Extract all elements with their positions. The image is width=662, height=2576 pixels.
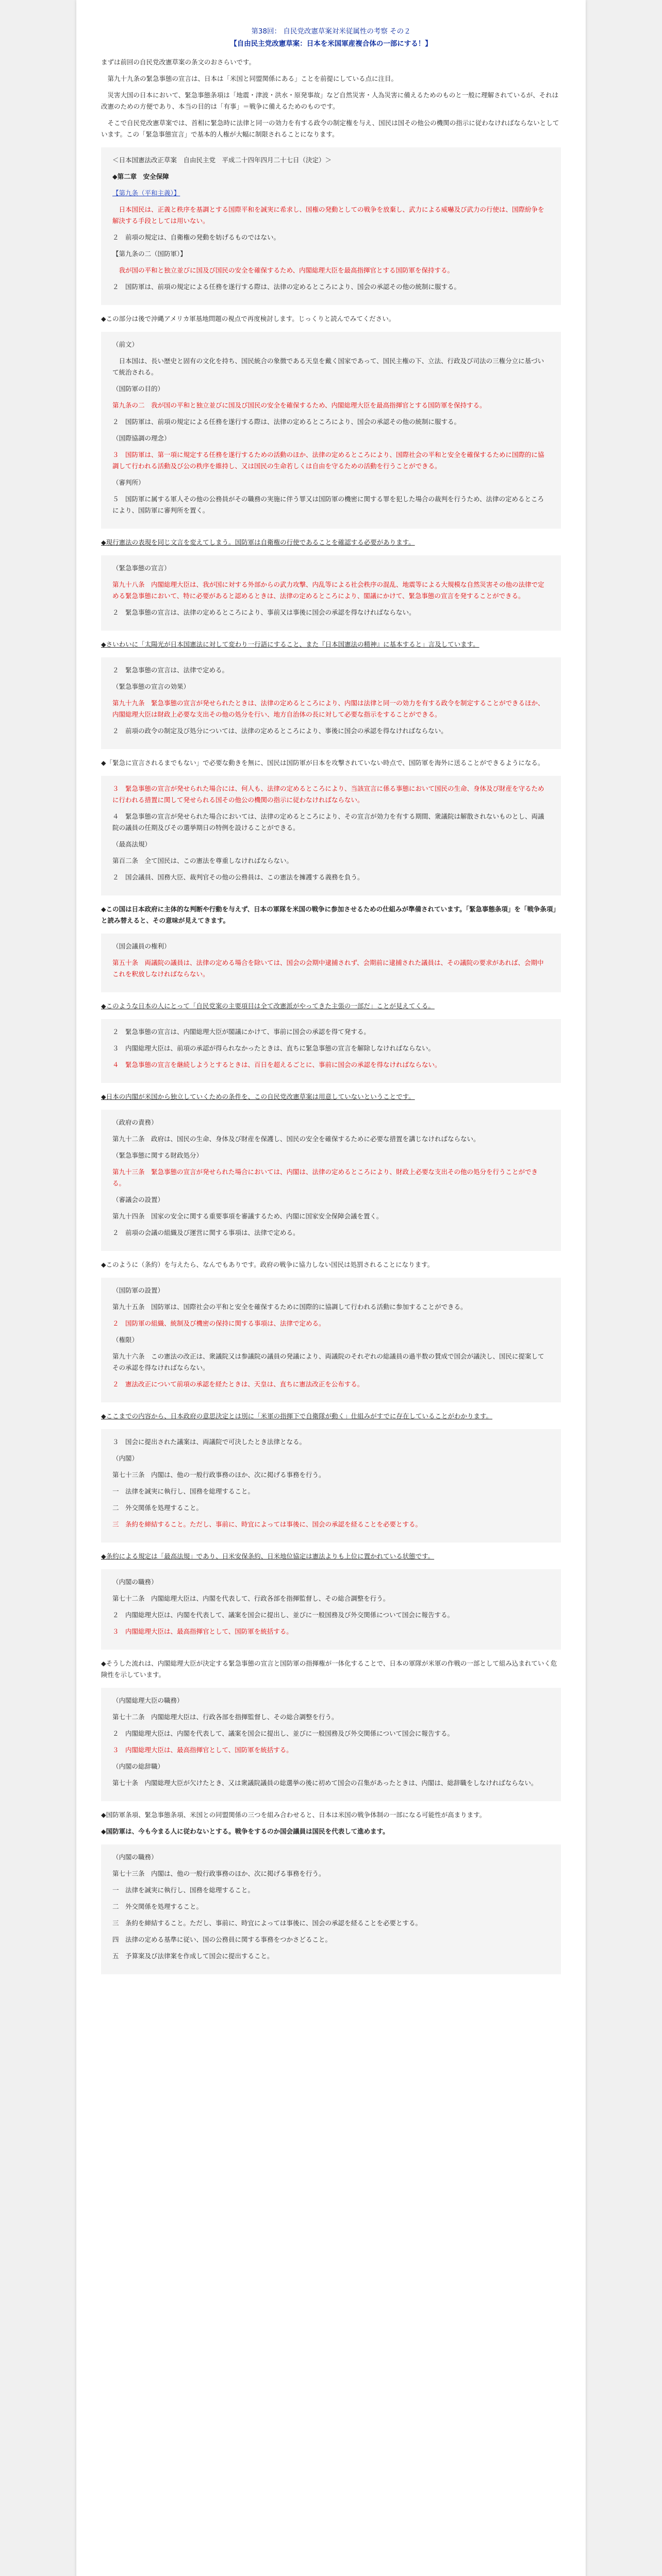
quote-line: （内閣総理大臣の職務） (112, 1697, 184, 1704)
quote-line: ５ 国防軍に属する軍人その他の公務員がその職務の実施に伴う罪又は国防軍の機密に関する罪を犯した場合の裁判を行うため、法律の定めるところにより、国防軍に審判所を置く。 (112, 495, 544, 514)
quote-box (101, 1019, 561, 1083)
quote-line: （国防軍の目的） (112, 385, 164, 393)
quote-line: ２ 緊急事態の宣言は、法律で定める。 (112, 666, 229, 674)
quote-line: 第九条の二 我が国の平和と独立並びに国及び国民の安全を確保するため、内閣総理大臣を最高指揮官とする国防軍を保持する。 (112, 401, 486, 409)
quote-box (101, 1688, 561, 1801)
quote-box (101, 332, 561, 529)
section-heading: ◆国防軍は、今も今まる人に従わないとする。戦争をするのか国会議員は国民を代表して進めます。 (101, 1827, 389, 1835)
quote-line: ２ 内閣総理大臣は、内閣を代表して、議案を国会に提出し、並びに一般国務及び外交関係について国会に報告する。 (112, 1611, 454, 1619)
commentary-paragraph: ◆この部分は後で沖縄アメリカ軍基地問題の視点で再度検討します。じっくりと読んでみてください。 (101, 315, 395, 323)
quote-line: 四 法律の定める基準に従い、国の公務員に関する事務をつかさどること。 (112, 1936, 332, 1943)
quote-line: 第九十九条 緊急事態の宣言が発せられたときは、法律の定めるところにより、内閣は法律と同一の効力を有する政令を制定することができるほか、内閣総理大臣は財政上必要な支出その他の処分を行い、地方自治体の長に対して必要な指示をすることができる。 (112, 699, 544, 718)
quote-line: ２ 憲法改正について前項の承認を経たときは、天皇は、直ちに憲法改正を公布する。 (112, 1380, 364, 1388)
quote-line: ２ 国会議員、国務大臣、裁判官その他の公務員は、この憲法を擁護する義務を負う。 (112, 873, 364, 881)
commentary-paragraph: ◆「緊急に宣言されるまでもない」で必要な動きを無に、国民は国防軍が日本を攻撃されていない時点で、国防軍を海外に送ることができるようになる。 (101, 759, 544, 767)
quote-line: 第九十二条 政府は、国民の生命、身体及び財産を保護し、国民の安全を確保するために必要な措置を講じなければならない。 (112, 1135, 480, 1143)
quote-line: ３ 内閣総理大臣は、最高指揮官として、国防軍を統括する。 (112, 1628, 293, 1635)
quote-line: （緊急事態に関する財政処分） (112, 1151, 203, 1159)
intro-paragraph: そこで自民党改憲草案では、首相に緊急時に法律と同一の効力を有する政令の制定権を与え、国民は国その他公の機関の指示に従わなければならないとしています。この「緊急事態宣言」で基本的人権が大幅に制限されることになります。 (101, 119, 559, 138)
quote-line: （緊急事態の宣言の効果） (112, 683, 190, 690)
quote-line: （内閣の職務） (112, 1578, 158, 1586)
quote-box (101, 1110, 561, 1251)
quote-line: 第九十六条 この憲法の改正は、衆議院又は参議院の議員の発議により、両議院のそれぞれの総議員の過半数の賛成で国会が議決し、国民に提案してその承認を得なければならない。 (112, 1352, 544, 1371)
quote-line: （国際協調の理念） (112, 434, 171, 442)
quote-line: ３ 緊急事態の宣言が発せられた場合には、何人も、法律の定めるところにより、当該宣言に係る事態において国民の生命、身体及び財産を守るために行われる措置に関して発せられる国その他公の機関の指示に従わなければならない。 (112, 785, 544, 804)
quote-line: （権限） (112, 1336, 139, 1344)
quote-line: （国会議員の権利） (112, 942, 171, 950)
quote-line: ◆第二章 安全保障 (112, 173, 169, 180)
quote-line: 第七十条 内閣総理大臣が欠けたとき、又は衆議院議員の総選挙の後に初めて国会の召集があったときは、内閣は、総辞職をしなければならない。 (112, 1779, 538, 1787)
quote-line: 第百二条 全て国民は、この憲法を尊重しなければならない。 (112, 857, 293, 865)
commentary-paragraph: ◆ここまでの内容から、日本政府の意思決定とは別に「米軍の指揮下で自衛隊が動く」仕組みがすでに存在していることがわかります。 (101, 1412, 492, 1420)
quote-box (101, 657, 561, 749)
quote-line: （政府の責務） (112, 1118, 158, 1126)
quote-line: ３ 国防軍は、第一項に規定する任務を遂行するための活動のほか、法律の定めるところにより、国際社会の平和と安全を確保するために国際的に協調して行われる活動及び公の秩序を維持し、又は国民の生命若しくは自由を守るための活動を行うことができる。 (112, 451, 544, 470)
quote-link[interactable]: 【第九条（平和主義）】 (112, 189, 180, 197)
quote-line: ２ 緊急事態の宣言は、内閣総理大臣が閣議にかけて、事前に国会の承認を得て発する。 (112, 1028, 370, 1036)
quote-line: 第九十八条 内閣総理大臣は、我が国に対する外部からの武力攻撃、内乱等による社会秩序の混乱、地震等による大規模な自然災害その他の法律で定める緊急事態において、特に必要があると認めるときは、法律の定めるところにより、閣議にかけて、緊急事態の宣言を発することができる。 (112, 581, 544, 600)
quote-line: ４ 緊急事態の宣言を継続しようとするときは、百日を超えるごとに、事前に国会の承認を得なければならない。 (112, 1061, 441, 1069)
commentary-paragraph: ◆現行憲法の表現を同じ文言を変えてしまう。国防軍は自衛権の行使であることを確認する必要があります。 (101, 538, 415, 546)
quote-line: ２ 前項の会議の組織及び運営に関する事項は、法律で定める。 (112, 1229, 300, 1236)
intro-section (101, 57, 561, 140)
quote-line: 二 外交関係を処理すること。 (112, 1903, 203, 1910)
document-page (76, 0, 586, 2576)
quote-line: 日本国は、長い歴史と固有の文化を持ち、国民統合の象徴である天皇を戴く国家であって、国民主権の下、立法、行政及び司法の三権分立に基づいて統治される。 (112, 357, 544, 376)
quote-box (101, 555, 561, 631)
page-title: 第38回： 自民党改憲草案対米従属性の考察 その２ (251, 27, 411, 36)
quote-line: 第九十三条 緊急事態の宣言が発せられた場合においては、内閣は、法律の定めるところにより、財政上必要な支出その他の処分を行うことができる。 (112, 1168, 538, 1187)
quote-line: 三 条約を締結すること。ただし、事前に、時宜によっては事後に、国会の承認を経ることを必要とする。 (112, 1919, 422, 1927)
page-subtitle: 【自由民主党改憲草案：日本を米国軍産複合体の一部にする！】 (230, 40, 432, 48)
commentary-paragraph: ◆このように（条約）を与えたら、なんでもありです。政府の戦争に協力しない国民は処罰されることになります。 (101, 1261, 434, 1268)
quote-line: ２ 国防軍は、前項の規定による任務を遂行する際は、法律の定めるところにより、国会の承認その他の統制に服する。 (112, 283, 461, 291)
quote-line: ２ 国防軍の組織、統制及び機密の保持に関する事項は、法律で定める。 (112, 1319, 325, 1327)
commentary-paragraph: ◆そうした流れは、内閣総理大臣が決定する緊急事態の宣言と国防軍の指揮権が一体化することで、日本の軍隊が米軍の作戦の一部として組み込まれていく危険性を示しています。 (101, 1659, 557, 1679)
quote-line: ３ 国会に提出された議案は、両議院で可決したとき法律となる。 (112, 1438, 306, 1446)
quote-line: 我が国の平和と独立並びに国及び国民の安全を確保するため、内閣総理大臣を最高指揮官とする国防軍を保持する。 (112, 266, 454, 274)
commentary-paragraph: ◆日本の内閣が米国から独立していくための条件を、この自民党改憲草案は用意していないということです。 (101, 1093, 415, 1100)
quote-line: 一 法律を誠実に執行し、国務を総理すること。 (112, 1886, 255, 1894)
quote-line: （緊急事態の宣言） (112, 564, 171, 572)
quote-line: ２ 前項の政令の制定及び処分については、法律の定めるところにより、事後に国会の承認を得なければならない。 (112, 727, 448, 735)
quote-line: ３ 内閣総理大臣は、前項の承認が得られなかったときは、直ちに緊急事態の宣言を解除しなければならない。 (112, 1044, 435, 1052)
quote-box (101, 1429, 561, 1543)
quote-box (101, 1569, 561, 1650)
quote-line: 一 法律を誠実に執行し、国務を総理すること。 (112, 1487, 255, 1495)
quote-box (101, 934, 561, 992)
quote-line: 第九十五条 国防軍は、国際社会の平和と安全を確保するために国際的に協調して行われる活動に参加することができる。 (112, 1303, 467, 1311)
quote-line: 五 予算案及び法律案を作成して国会に提出すること。 (112, 1952, 274, 1960)
quote-box (101, 776, 561, 895)
quote-line: 【第九条の二（国防軍）】 (112, 250, 187, 258)
quote-line: ３ 内閣総理大臣は、最高指揮官として、国防軍を統括する。 (112, 1746, 293, 1754)
intro-paragraph: まずは前回の自民党改憲草案の条文のおさらいです。 (101, 58, 256, 66)
quote-box (101, 147, 561, 305)
quote-line: （内閣の総辞職） (112, 1762, 164, 1770)
quote-line: （内閣の職務） (112, 1853, 158, 1861)
document-body (76, 0, 586, 1974)
quote-line: ２ 前項の規定は、自衛権の発動を妨げるものではない。 (112, 233, 280, 241)
quote-line: ２ 国防軍は、前項の規定による任務を遂行する際は、法律の定めるところにより、国会の承認その他の統制に服する。 (112, 418, 461, 426)
commentary-paragraph: ◆さいわいに「太陽光が日本国憲法に対して変わり一行語にすること、また『日本国憲法の精神』に基本すると」言及しています。 (101, 640, 479, 648)
quote-line: 三 条約を締結すること。ただし、事前に、時宜によっては事後に、国会の承認を経ることを必要とする。 (112, 1520, 422, 1528)
quote-box (101, 1278, 561, 1402)
quote-line: （審判所） (112, 479, 145, 486)
quote-line: 二 外交関係を処理すること。 (112, 1504, 203, 1512)
quote-line: ２ 緊急事態の宣言は、法律の定めるところにより、事前又は事後に国会の承認を得なければならない。 (112, 608, 416, 616)
quote-line: 日本国民は、正義と秩序を基調とする国際平和を誠実に希求し、国権の発動としての戦争を放棄し、武力による威嚇及び武力の行使は、国際紛争を解決する手段としては用いない。 (112, 206, 544, 225)
commentary-paragraph: ◆この国は日本政府に主体的な判断や行動を与えず、日本の軍隊を米国の戦争に参加させるための仕組みが準備されています。「緊急事態条項」を「戦争条項」と読み替えると、その意味が見えてきます。 (101, 905, 559, 924)
commentary-paragraph: ◆条約による規定は「最高法規」であり、日米安保条約、日米地位協定は憲法よりも上位に置かれている状態です。 (101, 1552, 435, 1560)
intro-paragraph: 災害大国の日本において、緊急事態条項は「地震・津波・洪水・原発事故」など自然災害・人為災害に備えるためのものと一般に理解されているが、それは改憲のための方便であり、本当の目的は「有事」＝戦争に備えるためのものです。 (101, 91, 559, 110)
quote-line: 第七十三条 内閣は、他の一般行政事務のほか、次に掲げる事務を行う。 (112, 1870, 325, 1877)
commentary-paragraph: ◆このような日本の人にとって「自民党案の主要項目は全て改憲派がやってきた主張の一部だ」ことが見えてくる。 (101, 1002, 435, 1010)
intro-paragraph: 第九十九条の緊急事態の宣言は、日本は「米国と同盟関係にある」ことを前提にしている点に注目。 (101, 75, 398, 82)
quote-line: 第九十四条 国家の安全に関する重要事項を審議するため、内閣に国家安全保障会議を置く。 (112, 1212, 383, 1220)
quote-line: （内閣） (112, 1454, 139, 1462)
quote-line: 第七十二条 内閣総理大臣は、内閣を代表して、行政各部を指揮監督し、その総合調整を行う。 (112, 1595, 390, 1602)
quote-line: 第七十二条 内閣総理大臣は、行政各部を指揮監督し、その総合調整を行う。 (112, 1713, 338, 1721)
quote-line: ２ 内閣総理大臣は、内閣を代表して、議案を国会に提出し、並びに一般国務及び外交関係について国会に報告する。 (112, 1730, 454, 1737)
quote-line: （国防軍の設置） (112, 1286, 164, 1294)
quote-line: 第七十三条 内閣は、他の一般行政事務のほか、次に掲げる事務を行う。 (112, 1471, 325, 1479)
quote-line: （最高法規） (112, 840, 152, 848)
quote-line: （前文） (112, 341, 139, 348)
quote-line: （審議会の設置） (112, 1196, 164, 1204)
quote-box (101, 1844, 561, 1974)
quote-line: 第五十条 両議院の議員は、法律の定める場合を除いては、国会の会期中逮捕されず、会期前に逮捕された議員は、その議院の要求があれば、会期中これを釈放しなければならない。 (112, 959, 544, 978)
quote-line: ４ 緊急事態の宣言が発せられた場合においては、法律の定めるところにより、その宣言が効力を有する期間、衆議院は解散されないものとし、両議院の議員の任期及びその選挙期日の特例を設けることができる。 (112, 812, 544, 832)
quote-line: ＜日本国憲法改正草案 自由民主党 平成二十四年四月二十七日（決定）＞ (112, 156, 332, 164)
commentary-paragraph: ◆国防軍条項、緊急事態条項、米国との同盟関係の三つを組み合わせると、日本は米国の戦争体制の一部になる可能性が高まります。 (101, 1811, 486, 1819)
